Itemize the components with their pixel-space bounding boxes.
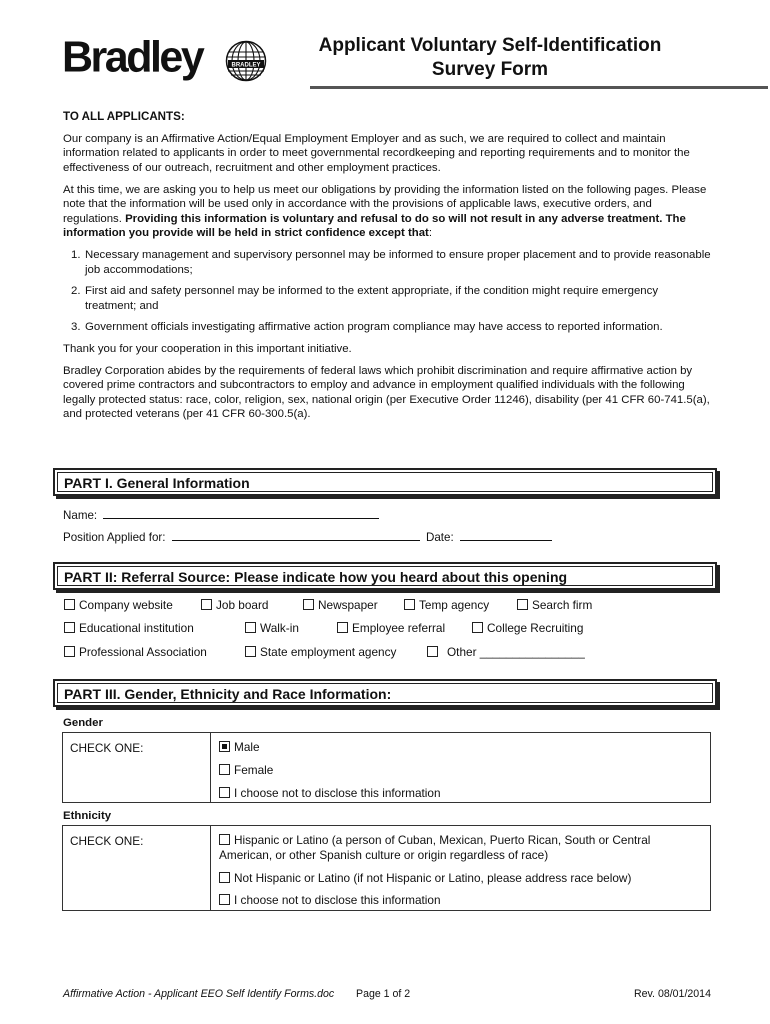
part-2-title: PART II: Referral Source: Please indicate how you heard about this opening (57, 566, 713, 586)
footer-filename: Affirmative Action - Applicant EEO Self Identify Forms.doc (63, 988, 335, 1000)
date-label: Date: (425, 531, 454, 544)
option-label: Male (234, 740, 260, 754)
list-number: 1. (71, 248, 81, 261)
part-1-title: PART I. General Information (57, 472, 713, 492)
checkbox[interactable] (245, 646, 256, 657)
option-professional-association[interactable] (64, 645, 207, 660)
option-temp-agency[interactable] (404, 598, 489, 613)
title-line-2: Survey Form (431, 58, 549, 80)
checkbox-checked[interactable] (219, 741, 230, 752)
list-item (71, 284, 711, 313)
option-label-continued: American, or other Spanish culture or origin regardless of race) (219, 848, 549, 863)
option-label: Not Hispanic or Latino (if not Hispanic or Latino, please address race below) (234, 871, 632, 885)
list-item (71, 320, 711, 335)
part-2-header (53, 562, 717, 590)
intro-paragraph-2 (63, 183, 711, 241)
ethnicity-option-no-disclose[interactable] (219, 893, 441, 908)
option-company-website[interactable] (64, 598, 173, 613)
checkbox[interactable] (219, 894, 230, 905)
option-college-recruiting[interactable] (472, 621, 583, 636)
list-text: Government officials investigating affirmative action program compliance may have access to reported information. (85, 321, 663, 334)
gender-check-one: CHECK ONE: (70, 741, 144, 755)
option-label: Company website (79, 598, 173, 612)
ethnicity-divider (210, 826, 211, 910)
part-3-header (53, 679, 717, 707)
checkbox[interactable] (64, 599, 75, 610)
ethnicity-option-not-hispanic[interactable] (219, 871, 631, 886)
gender-option-no-disclose[interactable] (219, 786, 441, 801)
checkbox[interactable] (337, 622, 348, 633)
form-title (290, 34, 690, 82)
option-label: Search firm (532, 598, 593, 612)
option-newspaper[interactable] (303, 598, 378, 613)
para2-end: : (428, 227, 432, 240)
option-label: Job board (216, 598, 269, 612)
list-text: Necessary management and supervisory personnel may be informed to ensure proper placement and to provide reasonable job accommodations; (85, 248, 711, 276)
ethnicity-option-hispanic[interactable] (219, 833, 699, 863)
svg-text:BRADLEY: BRADLEY (231, 62, 261, 69)
part-3-title: PART III. Gender, Ethnicity and Race Information: (57, 683, 713, 703)
legal-paragraph: Bradley Corporation abides by the requirements of federal laws which prohibit discrimination and require affirmative action by covered prime contractors and subcontractors to employ and advance in employment qualified individuals with the following legally protected status: race, color, religion, sex, national origin (per Executive Order 11246), disability (per 41 CFR 60-741.5(a), and protected veterans (per 41 CFR 60-300.5(a). (63, 364, 710, 421)
ethnicity-label: Ethnicity (63, 810, 112, 822)
name-field[interactable] (103, 508, 379, 519)
option-job-board[interactable] (201, 598, 268, 613)
ethnicity-check-one: CHECK ONE: (70, 834, 144, 848)
disclosure-list (71, 248, 711, 335)
part-1-header (53, 468, 717, 496)
thanks-paragraph: Thank you for your cooperation in this important initiative. (63, 342, 352, 355)
intro-section (63, 110, 711, 429)
footer-revision: Rev. 08/01/2014 (634, 988, 711, 1000)
option-educational-institution[interactable] (64, 621, 194, 636)
header-rule (310, 86, 768, 89)
para2-bold: Providing this information is voluntary and refusal to do so will not result in any adverse treatment. The information you provide will be held in strict confidence except that (63, 212, 686, 240)
list-text: First aid and safety personnel may be informed to the extent appropriate, if the condition might require emergency treatment; and (85, 285, 659, 312)
option-employee-referral[interactable] (337, 621, 445, 636)
gender-label: Gender (63, 717, 103, 729)
option-label: Hispanic or Latino (a person of Cuban, Mexican, Puerto Rican, South or Central (234, 833, 651, 847)
position-field[interactable] (172, 530, 420, 541)
checkbox[interactable] (245, 622, 256, 633)
option-label: Professional Association (79, 645, 207, 659)
name-label: Name: (63, 509, 98, 522)
para2-plain: At this time, we are asking you to help us meet our obligations by providing the information listed on the following pages. Please note that the information will be used only in accordance with the provisions of applicable laws, executive orders, and regulations. (63, 183, 707, 225)
intro-paragraph-1: Our company is an Affirmative Action/Equal Employment Employer and as such, we are required to collect and maintain information related to applicants in order to meet governmental recordkeeping and reporting requirements and to monitor the effectiveness of our outreach, recruitment and other employment practices. (63, 132, 690, 175)
logo-wordmark: Bradley (62, 32, 203, 82)
option-label: Female (234, 763, 274, 777)
checkbox[interactable] (201, 599, 212, 610)
checkbox[interactable] (404, 599, 415, 610)
option-label: College Recruiting (487, 621, 584, 635)
option-label: I choose not to disclose this information (234, 893, 441, 907)
option-label: State employment agency (260, 645, 397, 659)
ethnicity-box (62, 825, 711, 911)
option-label: Employee referral (352, 621, 446, 635)
checkbox[interactable] (219, 834, 230, 845)
gender-box (62, 732, 711, 803)
option-label: Other ________________ (447, 645, 585, 659)
position-field-row (63, 530, 552, 546)
list-item (71, 248, 711, 277)
checkbox[interactable] (427, 646, 438, 657)
name-field-row (63, 508, 379, 524)
intro-heading: TO ALL APPLICANTS: (63, 110, 185, 123)
option-label: Temp agency (419, 598, 490, 612)
checkbox[interactable] (64, 622, 75, 633)
title-line-1: Applicant Voluntary Self-Identification (318, 35, 662, 56)
option-search-firm[interactable] (517, 598, 592, 613)
checkbox[interactable] (219, 872, 230, 883)
checkbox[interactable] (219, 764, 230, 775)
gender-option-female[interactable] (219, 763, 273, 778)
gender-divider (210, 733, 211, 802)
option-label: I choose not to disclose this information (234, 786, 441, 800)
list-number: 3. (71, 321, 81, 334)
option-walk-in[interactable] (245, 621, 299, 636)
gender-option-male[interactable] (219, 740, 260, 755)
option-state-employment-agency[interactable] (245, 645, 396, 660)
list-number: 2. (71, 285, 81, 298)
option-other[interactable] (427, 645, 585, 660)
option-label: Educational institution (79, 621, 194, 635)
bradley-logo (62, 32, 272, 86)
checkbox[interactable] (517, 599, 528, 610)
footer-page-number: Page 1 of 2 (356, 988, 411, 1000)
page-header (60, 30, 710, 90)
globe-logo-icon (225, 40, 267, 82)
option-label: Walk-in (260, 621, 299, 635)
checkbox[interactable] (219, 787, 230, 798)
option-label: Newspaper (318, 598, 378, 612)
date-field[interactable] (460, 530, 552, 541)
position-label: Position Applied for: (63, 531, 166, 544)
checkbox[interactable] (64, 646, 75, 657)
checkbox[interactable] (303, 599, 314, 610)
checkbox[interactable] (472, 622, 483, 633)
